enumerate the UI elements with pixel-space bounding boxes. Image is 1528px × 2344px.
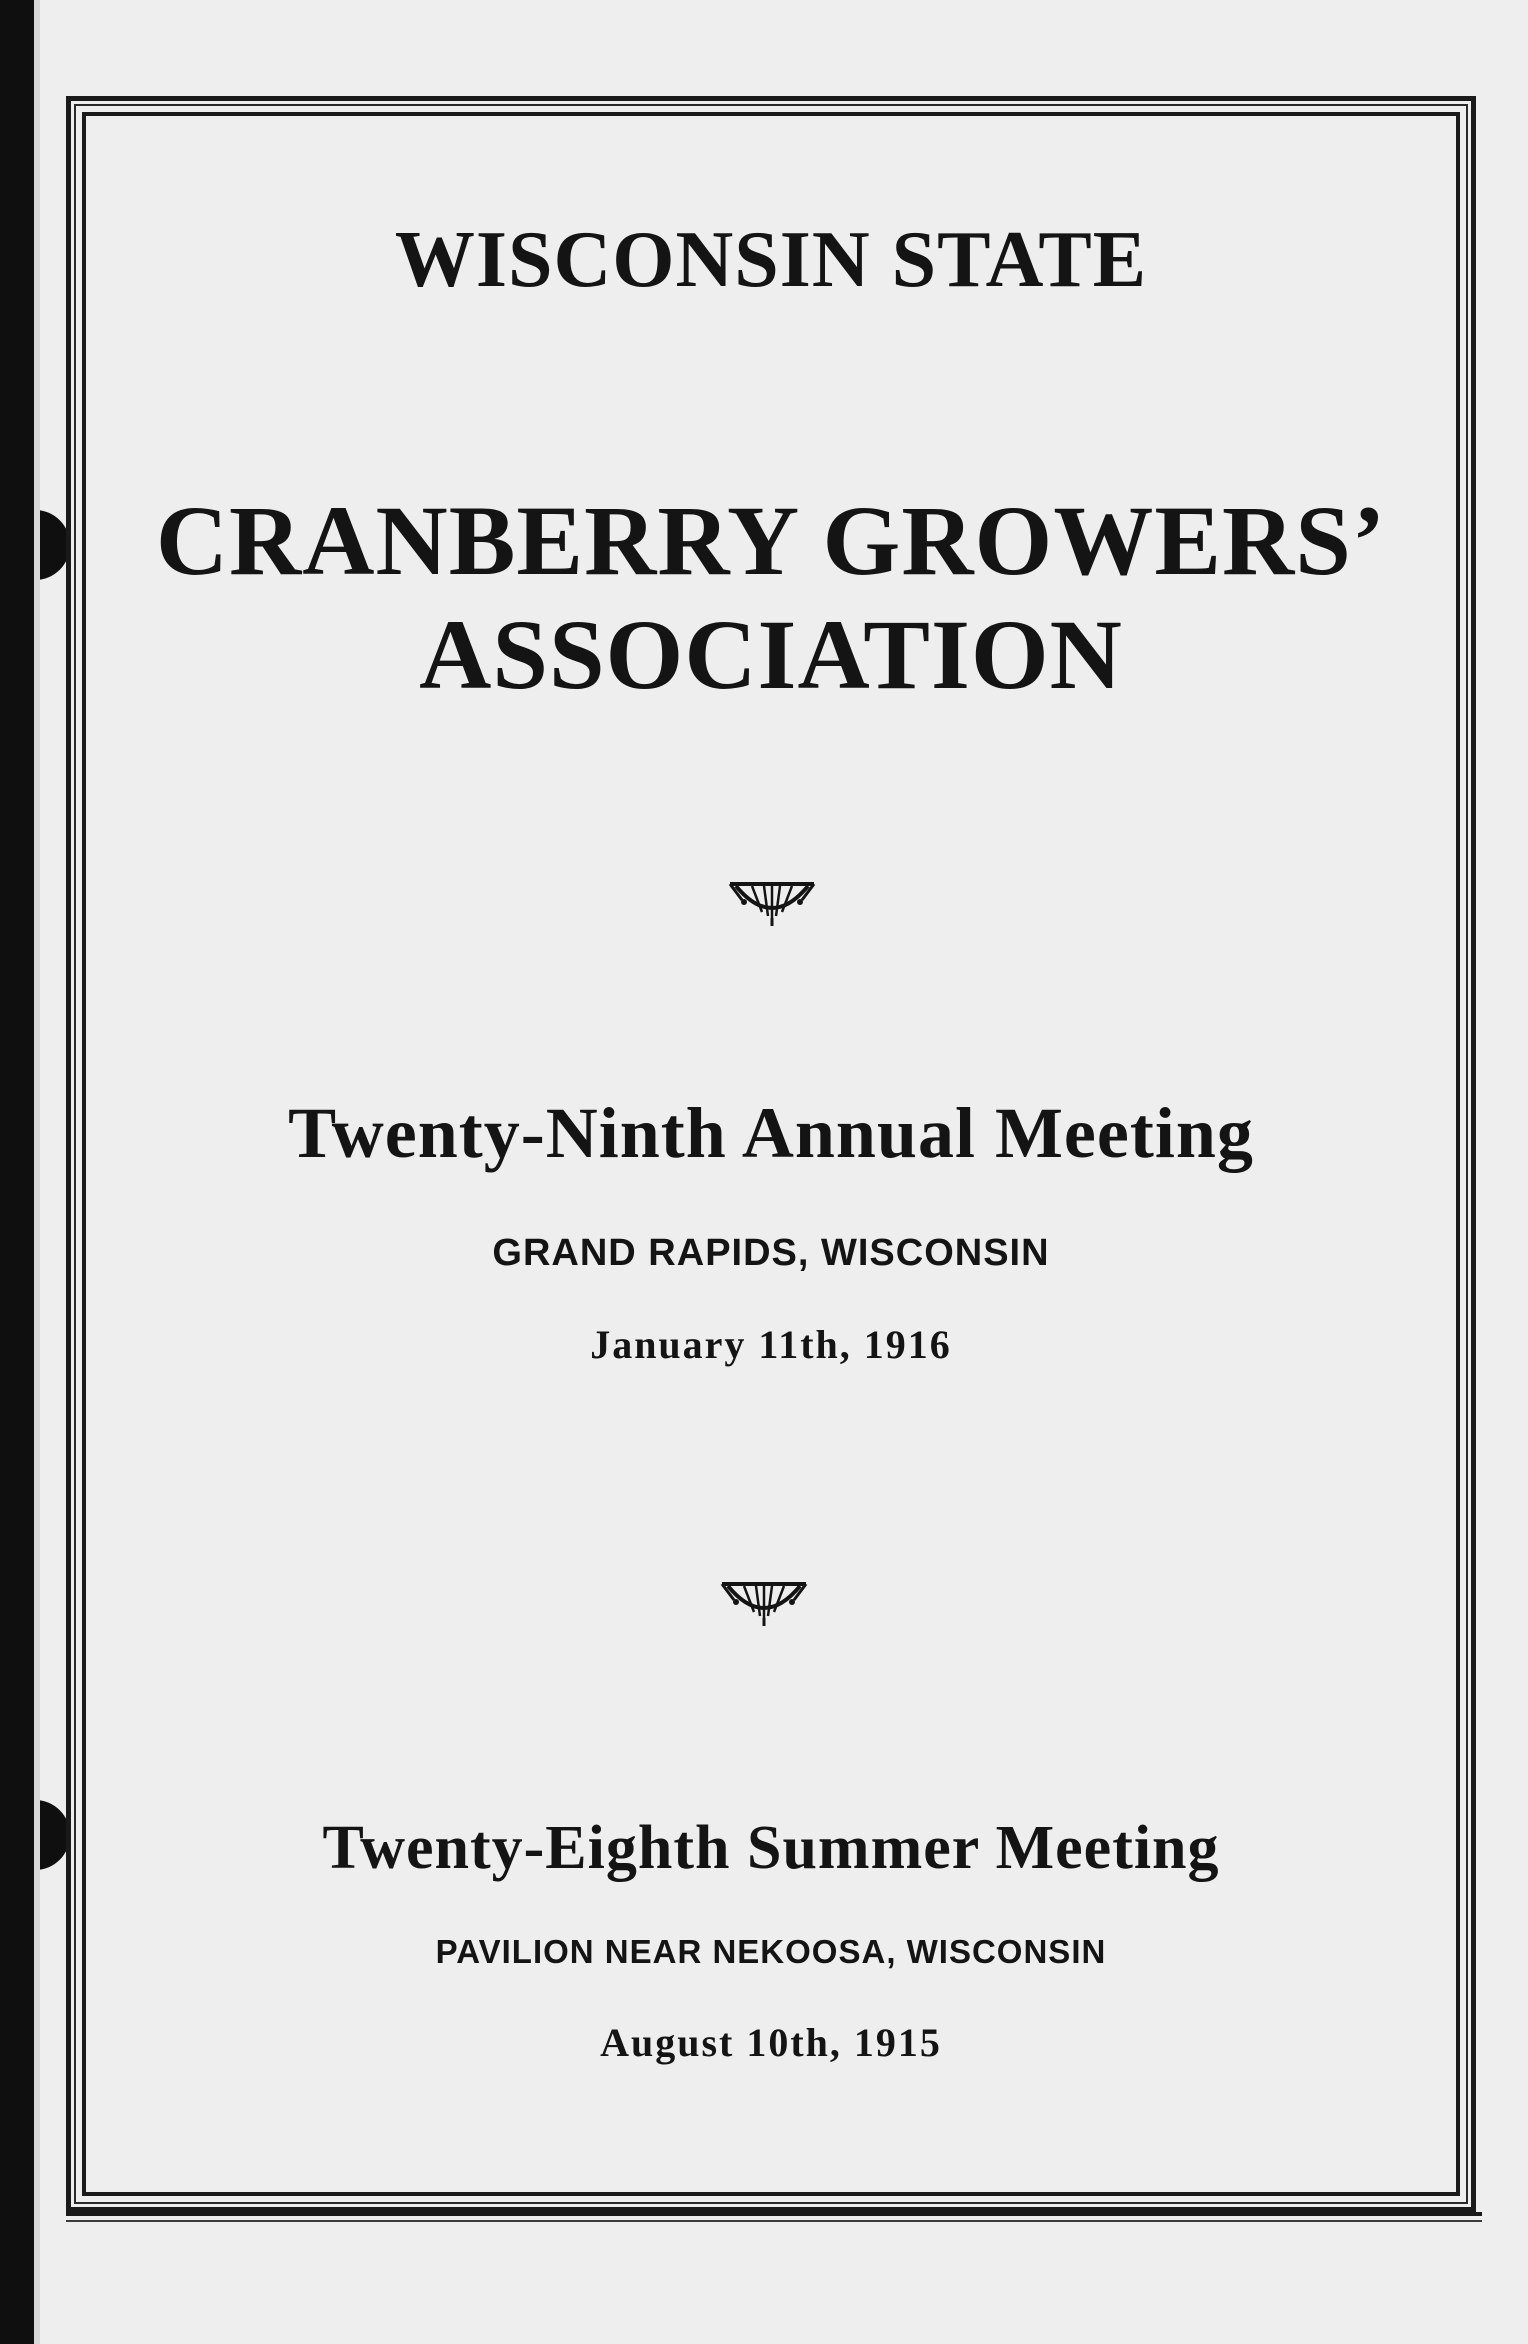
page-edge <box>34 0 40 2344</box>
summer-meeting-title: Twenty-Eighth Summer Meeting <box>322 1814 1220 1882</box>
border-rule-bottom <box>66 2212 1482 2216</box>
annual-meeting-date: January 11th, 1916 <box>590 1322 952 1367</box>
summer-meeting-place: PAVILION NEAR NEKOOSA, WISCONSIN <box>435 1933 1107 1970</box>
summer-meeting-date: August 10th, 1915 <box>600 2020 942 2065</box>
fan-ornament-icon <box>714 1578 814 1628</box>
annual-meeting-place: GRAND RAPIDS, WISCONSIN <box>492 1232 1050 1274</box>
annual-meeting-title: Twenty-Ninth Annual Meeting <box>288 1093 1254 1173</box>
association-title-line2: ASSOCIATION <box>419 599 1123 710</box>
binding-strip <box>0 0 34 2344</box>
fan-ornament-icon <box>722 878 822 928</box>
border-rule-bottom-thin <box>66 2220 1482 2222</box>
state-heading: WISCONSIN STATE <box>394 216 1148 304</box>
association-title-line1: CRANBERRY GROWERS’ <box>155 485 1387 596</box>
